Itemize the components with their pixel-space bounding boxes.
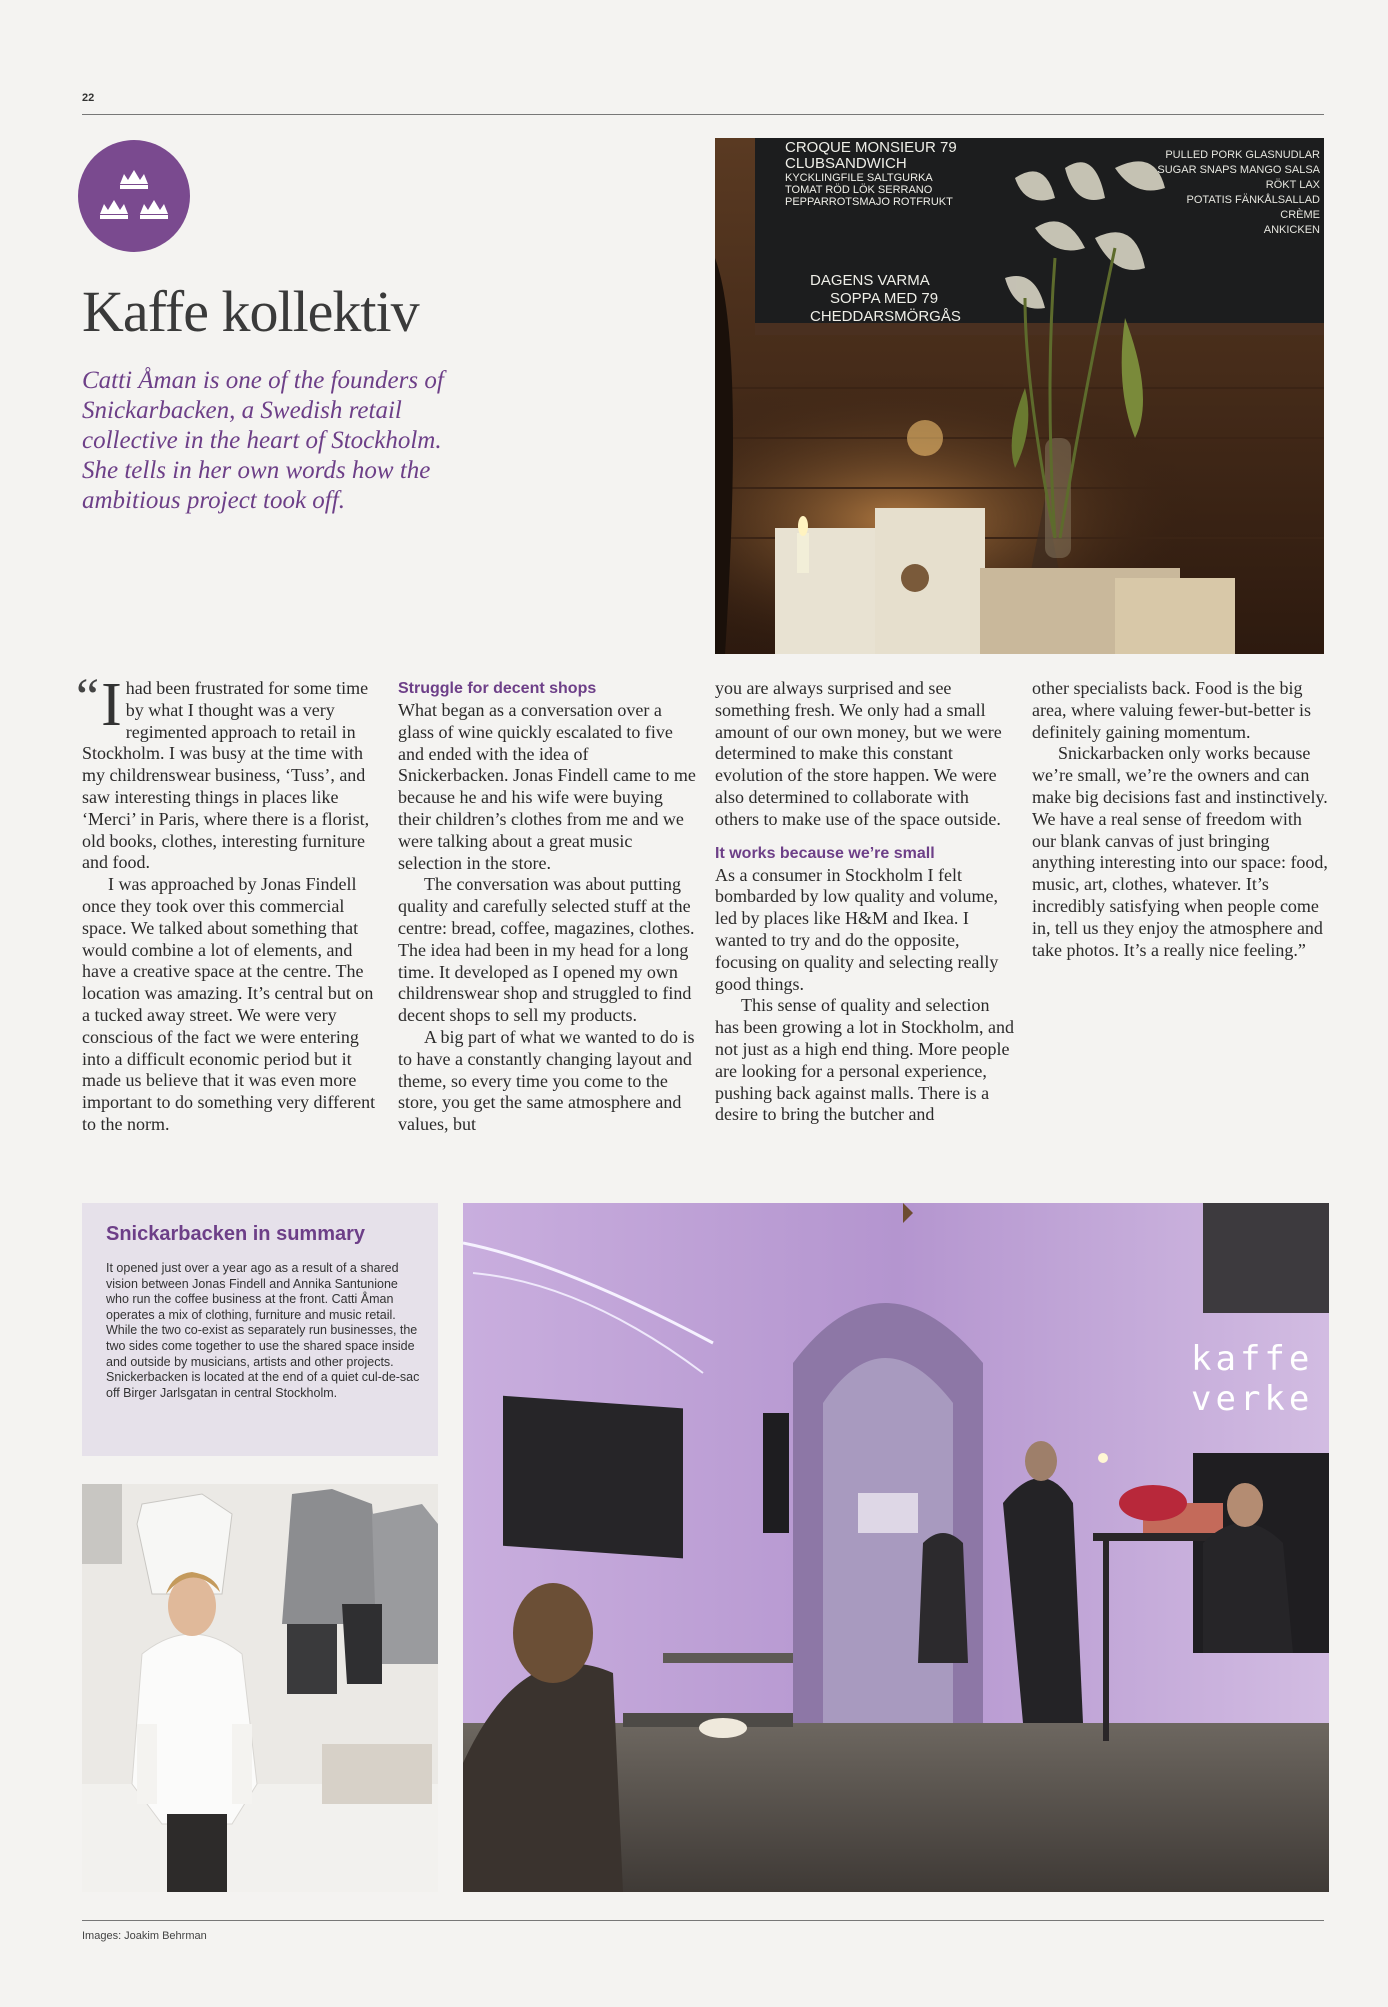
cafe-interior-image [463,1203,1329,1892]
summary-heading: Snickarbacken in summary [106,1223,366,1245]
kaffeverket-sign [1191,1339,1329,1419]
article-title: Kaffe kollektiv [82,279,419,344]
drop-cap: I [101,671,122,739]
soup-line: CHEDDARSMÖRGÅS [810,308,961,325]
shop-owner-photo [82,1484,438,1892]
menu-item: SUGAR SNAPS MANGO SALSA [1157,164,1320,176]
paragraph-text: had been frustrated for some time by what I thought was a very regimented approach to retail in Stockholm. I was busy at the time with my childrenswear business, ‘Tuss’, and saw interesting things in places like ‘Merci’ in Paris, where there is a florist, old books, clothes, interesting furniture and food. [82,678,370,873]
menu-item: ANKICKEN [1263,224,1320,236]
menu-item: CLUBSANDWICH [785,155,907,172]
menu-item: KYCKLINGFILE SALTGURKA [785,172,933,184]
paragraph: This sense of quality and selection has been growing a lot in Stockholm, and not just as a high end thing. More people are looking for a personal experience, pushing back against malls. There is a desire to bring the butcher and [715,995,1014,1125]
header-rule [82,114,1324,115]
summary-text: It opened just over a year ago as a result of a shared vision between Jonas Findell and Annika Santunione who run the coffee business at the front. Catti Åman operates a mix of clothing, furniture and music retail. While the two co-exist as separately run businesses, the two sides come together to use the shared space inside and outside by musicians, artists and other projects. Snickerbacken is located at the end of a quiet cul-de-sac off Birger Jarlsgatan in central Stockholm. [106,1261,420,1400]
menu-item: TOMAT RÖD LÖK SERRANO [785,184,933,196]
paragraph: you are always surprised and see something fresh. We only had a small amount of our own money, but we were determined to make this constant evolution of the store happen. We were also determined to collaborate with others to make use of the space outside. [715,678,1002,829]
menu-board-left [785,140,1025,208]
shop-owner-image [82,1484,438,1892]
three-crowns-logo [78,140,190,252]
paragraph: other specialists back. Food is the big area, where valuing fewer-but-better is definitely gaining momentum. [1032,678,1311,742]
section-heading: It works because we’re small [715,844,935,862]
menu-item: CRÈME [1280,209,1320,221]
body-column-1 [76,669,384,1136]
page-number: 22 [82,92,95,104]
paragraph: I was approached by Jonas Findell once they took over this commercial space. We talked about something that would combine a lot of elements, and have a creative space at the centre. The location was amazing. It’s central but on a tucked away street. We were very conscious of the fact we were entering into a difficult economic period but it made us believe that it was even more important to do something very different to the norm. [82,874,376,1134]
menu-item: PULLED PORK GLASNUDLAR [1165,149,1320,161]
sign-line: verke [1191,1379,1314,1419]
paragraph: A big part of what we wanted to do is to have a constantly changing layout and theme, so every time you come to the store, you get the same atmosphere and values, but [398,1026,695,1135]
body-column-3 [715,678,1017,1126]
cafe-interior-photo [463,1203,1329,1892]
paragraph: What began as a conversation over a glass of wine quickly escalated to five and ended with the idea of Snickerbacken. Jonas Findell came to me because he and his wife were buying their children’s clothes from me and we were talking about a great music selection in the store. [398,700,696,873]
soup-line: DAGENS VARMA [810,272,930,289]
paragraph: As a consumer in Stockholm I felt bombarded by low quality and volume, led by places like H&M and Ikea. I wanted to try and do the opposite, focusing on quality and selecting really good things. [715,864,999,994]
menu-item: CROQUE MONSIEUR 79 [785,139,957,156]
menu-board-soup [810,272,1010,326]
body-column-2 [398,678,700,1136]
image-credit: Images: Joakim Behrman [82,1930,207,1942]
menu-item: RÖKT LAX [1265,179,1320,191]
crown-icon [78,140,190,252]
sign-line: kaffe [1191,1339,1314,1379]
paragraph [76,669,384,874]
section-heading: Struggle for decent shops [398,680,597,697]
paragraph: The conversation was about putting quality and carefully selected stuff at the centre: bread, coffee, magazines, clothes. The idea had been in my head for a long time. It developed as I opened my own childrenswear shop and struggled to find decent shops to sell my products. [398,874,695,1026]
cafe-counter-photo [715,138,1324,654]
standfirst: Catti Åman is one of the founders of Snickarbacken, a Swedish retail collective in the heart of Stockholm. She tells in her own words how the ambitious project took off. [82,367,444,514]
menu-item: PEPPARROTSMAJO ROTFRUKT [785,196,953,208]
soup-line: SOPPA MED 79 [830,290,939,307]
menu-item: POTATIS FÄNKÅLSALLAD [1186,194,1320,206]
body-column-4 [1032,678,1328,961]
footer-rule [82,1920,1324,1921]
quote-mark: “ [76,669,100,726]
paragraph: Snickarbacken only works because we’re small, we’re the owners and can make big decisions fast and instinctively. We have a real sense of freedom with our blank canvas of just bringing anything interesting into our space: food, music, art, clothes, whatever. It’s incredibly satisfying when people come in, tell us they enjoy the atmosphere and take photos. It’s a really nice feeling.” [1032,743,1328,960]
summary-box [82,1203,438,1456]
menu-board-right [1135,148,1320,238]
